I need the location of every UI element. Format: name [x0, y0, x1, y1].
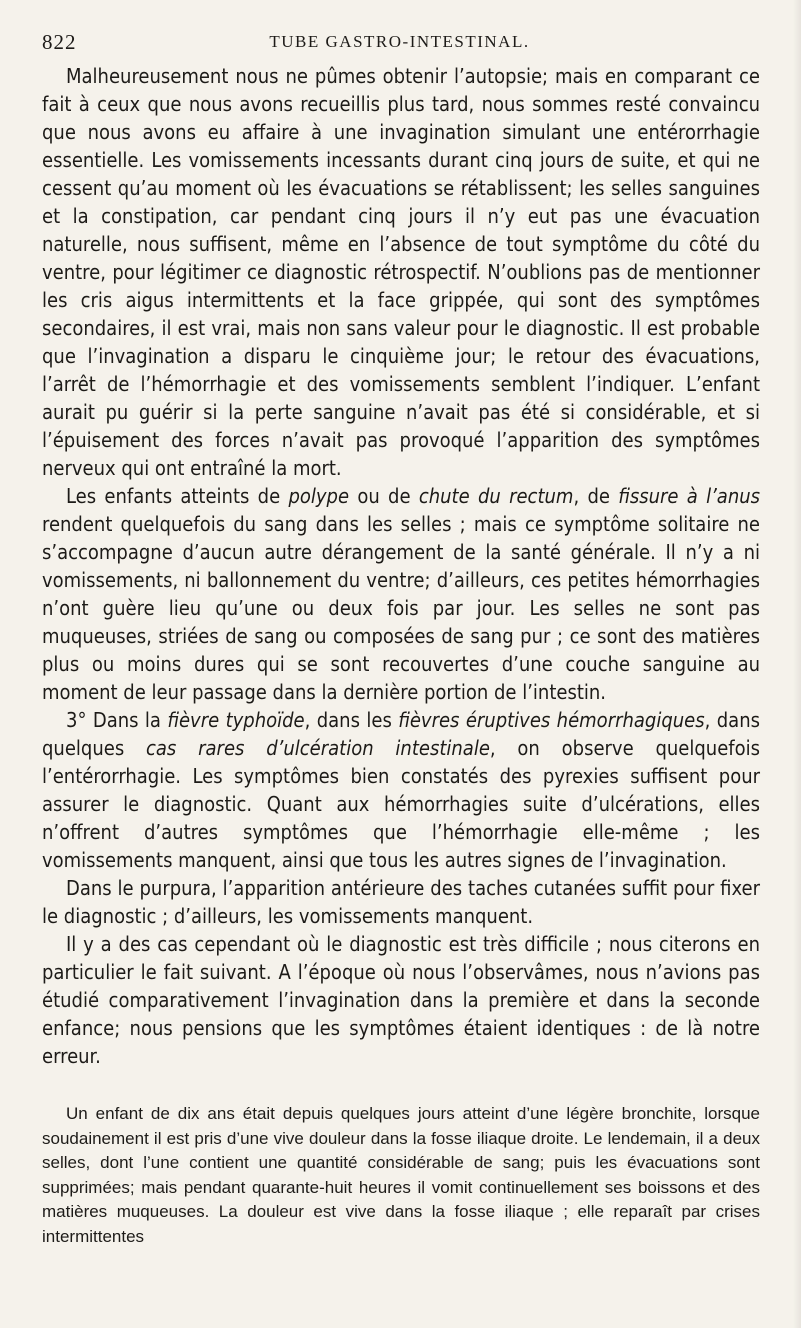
- italic-term: fièvres éruptives hémorrhagiques: [398, 708, 705, 732]
- text-run: 3° Dans la: [66, 708, 168, 732]
- italic-term: polype: [288, 484, 350, 508]
- text-run: , dans les: [304, 708, 399, 732]
- text-run: rendent quelquefois du sang dans les selles ; mais ce symptôme solitaire ne s’accompagne d’aucun autre dérangement de la santé générale. Il n’y a ni vomissements, ni ballonnement du ventre; d’ailleurs, ces petites hémorrhagies n’ont guère lieu qu’une ou deux fois par jour. Les selles ne sont pas muqueuses, striées de sang ou composées de sang pur ; ce sont des matières plus ou moins dures qui se sont recouvertes d’une couche sanguine au moment de leur passage dans la dernière portion de l’intestin.: [42, 512, 760, 704]
- italic-term: chute du rectum: [418, 484, 574, 508]
- paragraph: [42, 482, 760, 706]
- italic-term: cas rares d’ulcération intestinale: [146, 736, 490, 760]
- text-run: , on observe quelquefois l’entérorrhagie. Les symptômes bien constatés des pyrexies suffisent pour assurer le diagnostic. Quant aux hémorrhagies suite d’ulcérations, elles n’offrent d’autres symptômes que l’hémorrhagie elle-même ; les vomissements manquent, ainsi que tous les autres signes de l’invagination.: [42, 736, 760, 872]
- section-title: TUBE GASTRO-INTESTINAL.: [269, 32, 530, 51]
- paragraph: [42, 874, 760, 930]
- italic-term: fièvre typhoïde: [167, 708, 305, 732]
- text-run: , dans quelques: [42, 708, 760, 760]
- text-run: ou de: [349, 484, 419, 508]
- case-report: [42, 1102, 760, 1249]
- text-run: Dans le purpura, l’apparition antérieure des taches cutanées suffit pour fixer le diagnostic ; d’ailleurs, les vomissements manquent.: [42, 876, 760, 928]
- page-edge-shadow: [793, 0, 801, 1328]
- main-text: [42, 62, 760, 1070]
- text-run: Malheureusement nous ne pûmes obtenir l’autopsie; mais en comparant ce fait à ceux que nous avons recueillis plus tard, nous sommes resté convaincu que nous avons eu affaire à une invagination simulant une entérorrhagie essentielle. Les vomissements incessants durant cinq jours de suite, et qui ne cessent qu’au moment où les évacuations se rétablissent; les selles sanguines et la constipation, car pendant cinq jours il n’y eut pas une évacuation naturelle, nous suffisent, même en l’absence de tout symptôme du côté du ventre, pour légitimer ce diagnostic rétrospectif. N’oublions pas de mentionner les cris aigus intermittents et la face grippée, qui sont des symptômes secondaires, il est vrai, mais non sans valeur pour le diagnostic. Il est probable que l’invagination a disparu le cinquième jour; le retour des évacuations, l’arrêt de l’hémorrhagie et des vomissements semblent l’indiquer. L’enfant aurait pu guérir si la perte sanguine n’avait pas été si considérable, et si l’épuisement des forces n’avait pas provoqué l’apparition des symptômes nerveux qui ont entraîné la mort.: [42, 64, 760, 480]
- small-print-paragraph: Un enfant de dix ans était depuis quelques jours atteint d’une légère bronchite, lorsque soudainement il est pris d’une vive douleur dans la fosse iliaque droite. Le lendemain, il a deux selles, dont l’une contient une quantité considérable de sang; puis les évacuations sont supprimées; mais pendant quarante-huit heures il vomit continuellement ses boissons et des matières muqueuses. La douleur est vive dans la fosse iliaque ; elle reparaît par crises intermittentes: [42, 1104, 760, 1246]
- paragraph: [42, 930, 760, 1070]
- paragraph: [42, 62, 760, 482]
- running-head: [42, 30, 757, 58]
- italic-term: fissure à l’anus: [618, 484, 761, 508]
- text-run: Il y a des cas cependant où le diagnostic est très difficile ; nous citerons en particulier le fait suivant. A l’époque où nous l’observâmes, nous n’avions pas étudié comparativement l’invagination dans la première et dans la seconde enfance; nous pensions que les symptômes étaient identiques : de là notre erreur.: [42, 932, 760, 1068]
- paragraph: [42, 706, 760, 874]
- text-run: Les enfants atteints de: [66, 484, 289, 508]
- page-number: 822: [42, 30, 77, 54]
- text-run: , de: [573, 484, 619, 508]
